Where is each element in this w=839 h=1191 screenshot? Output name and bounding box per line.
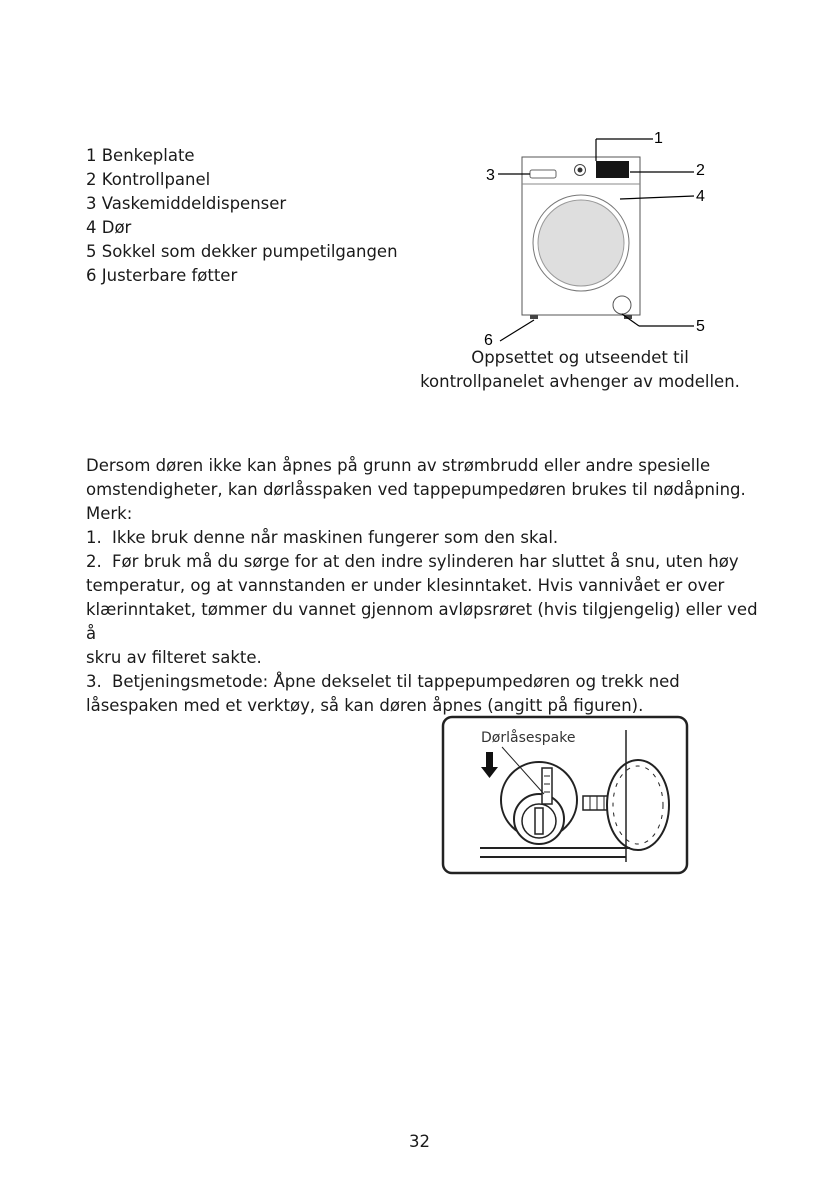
part-item: 1 Benkeplate — [86, 146, 195, 165]
caption-line: kontrollpanelet avhenger av modellen. — [420, 372, 740, 391]
callout-5: 5 — [696, 318, 705, 335]
pump-door-cover — [607, 760, 669, 850]
intro-line: Dersom døren ikke kan åpnes på grunn av strømbrudd eller andre spesielle — [86, 456, 711, 475]
pump-cover — [613, 296, 631, 314]
callout-1: 1 — [654, 130, 663, 147]
item-number: 3. — [86, 672, 102, 691]
lever-label: Dørlåsespake — [481, 730, 576, 746]
note-label: Merk: — [86, 504, 133, 523]
figure-caption — [400, 346, 760, 394]
intro-line: omstendigheter, kan dørlåsspaken ved tappepumpedøren brukes til nødåpning. — [86, 480, 746, 499]
door-lock-lever-diagram — [440, 714, 690, 876]
detergent-dispenser — [530, 170, 556, 178]
leader-line-6 — [500, 320, 534, 341]
door-glass — [538, 200, 624, 286]
washing-machine-diagram — [470, 125, 730, 350]
part-item: 2 Kontrollpanel — [86, 170, 211, 189]
callout-2: 2 — [696, 162, 705, 179]
note-item-3-cont: låsespaken med et verktøy, så kan døren åpnes (angitt på figuren). — [86, 696, 644, 715]
callout-3: 3 — [486, 167, 495, 184]
caption-line: Oppsettet og utseendet til — [471, 348, 689, 367]
note-item-2: 2. Før bruk må du sørge for at den indre sylinderen har sluttet å snu, uten høy — [86, 550, 766, 574]
lock-lever — [542, 768, 552, 804]
note-item-2-cont: temperatur, og at vannstanden er under klesinntaket. Hvis vannivået er over — [86, 576, 725, 595]
note-item-3: 3. Betjeningsmetode: Åpne dekselet til tappepumpedøren og trekk ned — [86, 670, 766, 694]
note-item-1: 1. Ikke bruk denne når maskinen fungerer som den skal. — [86, 526, 766, 550]
part-item: 6 Justerbare føtter — [86, 266, 238, 285]
item-number: 2. — [86, 552, 102, 571]
page-number: 32 — [409, 1132, 430, 1151]
door-hinge — [583, 796, 609, 810]
emergency-opening-text — [86, 454, 766, 718]
part-item: 4 Dør — [86, 218, 132, 237]
item-number: 1. — [86, 528, 102, 547]
callout-4: 4 — [696, 188, 705, 205]
parts-list — [86, 144, 398, 288]
part-item: 5 Sokkel som dekker pumpetilgangen — [86, 242, 398, 261]
down-arrow-icon — [486, 752, 493, 768]
callout-6: 6 — [484, 332, 493, 349]
part-item: 3 Vaskemiddeldispenser — [86, 194, 287, 213]
control-display — [596, 161, 629, 178]
adjustable-foot — [530, 315, 538, 319]
note-item-2-cont: skru av filteret sakte. — [86, 648, 262, 667]
note-item-2-cont: klærinntaket, tømmer du vannet gjennom avløpsrøret (hvis tilgjengelig) eller ved å — [86, 600, 758, 643]
